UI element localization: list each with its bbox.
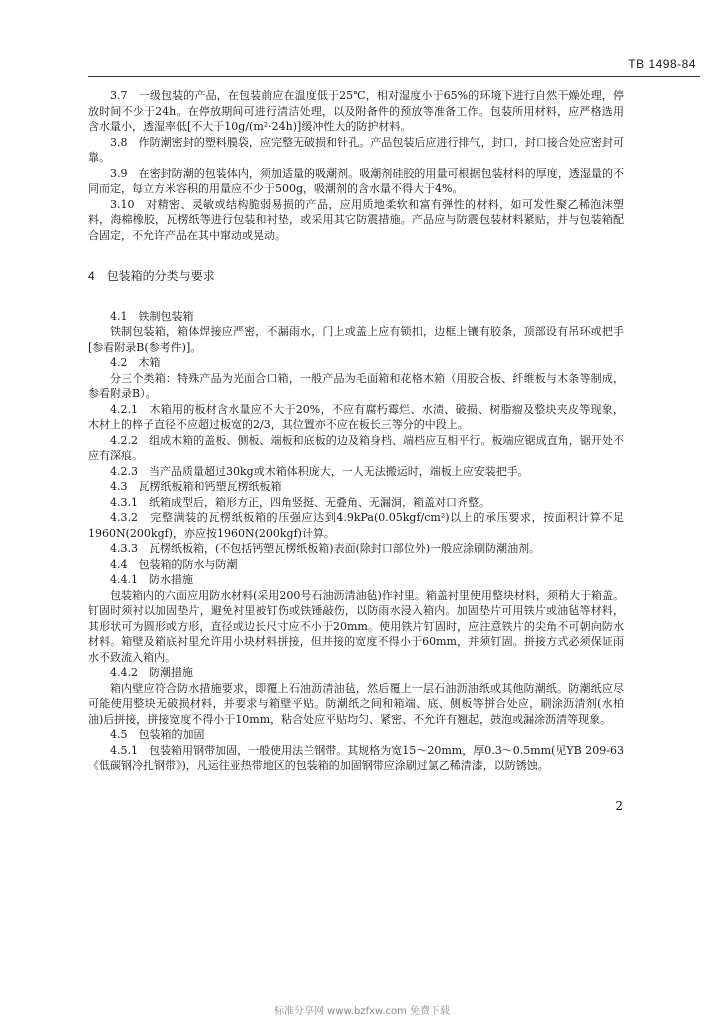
clause-4-3-3: 4.3.3 瓦楞纸板箱，(不包括钙塑瓦楞纸板箱)表面(除封口部位外)一般应涂刷防潮油剂。 bbox=[110, 542, 541, 555]
clause-4-4-1-title: 4.4.1 防水措施 bbox=[110, 573, 193, 586]
clause-3-10: 3.10 对精密、灵敏或结构脆弱易损的产品，应用质地柔软和富有弹性的材料，如可发性聚乙稀泡沫塑料，海棉橡胶，瓦楞纸等进行包装和衬垫，或采用其它防震措施。产品应与防震包装材料紧贴，并与包装箱配合固定，不允许产品在其中窜动或晃动。 bbox=[88, 197, 624, 242]
section-4-heading: 4 包装箱的分类与要求 bbox=[88, 269, 215, 283]
clause-4-4-title: 4.4 包装箱的防水与防潮 bbox=[110, 557, 238, 571]
clause-4-3-2: 4.3.2 完整满装的瓦楞纸板箱的压强应达到4.9kPa(0.05kgf/cm²)以上的承压要求，按面积计算不足1960N(200kgf)，亦应按1960N(200kgf)计算。 bbox=[88, 511, 624, 540]
clause-4-5-title: 4.5 包装箱的加固 bbox=[110, 728, 205, 741]
clause-4-5-1: 4.5.1 包装箱用钢带加固，一般使用法兰钢带。其规格为宽15～20mm，厚0.3～0.5mm(见YB 209-63《低碳钢冷扎钢带》)，凡运往亚热带地区的包装箱的加固钢带应涂刷过氯乙稀清漆，以防锈蚀。 bbox=[88, 743, 624, 772]
clause-3-9: 3.9 在密封防潮的包装体内，须加适量的吸潮剂。吸潮剂硅胶的用量可根据包装材料的厚度，透湿量的不同而定，每立方米容积的用量应不少于500g，吸潮剂的含水量不得大于4%。 bbox=[88, 166, 624, 195]
clause-4-4-2-title: 4.4.2 防潮措施 bbox=[110, 666, 193, 679]
clause-4-1-title: 4.1 铁制包装箱 bbox=[110, 309, 194, 323]
clause-4-2-title: 4.2 木箱 bbox=[110, 356, 161, 369]
clause-4-2-3: 4.2.3 当产品质量超过30kg或木箱体积庞大，一人无法搬运时，端板上应安装把手。 bbox=[110, 464, 529, 478]
clause-4-2-1: 4.2.1 木箱用的板材含水量应不大于20%，不应有腐朽霉烂、水渍、破损、树脂瘤及整块夹皮等现象，木材上的椊子直径不应超过板宽的2/3，其位置亦不应在板长三等分的中段上。 bbox=[88, 402, 624, 431]
page-number: 2 bbox=[615, 799, 623, 813]
clause-4-3-1: 4.3.1 纸箱成型后，箱形方正，四角竖挺、无叠角、无漏洞，箱盖对口齐整。 bbox=[110, 495, 490, 509]
clause-4-1-text: 铁制包装箱，箱体焊接应严密，不漏雨水，门上或盖上应有锁扣，边框上镶有胶条，顶部设有吊环或把手[参看附录B(参考件)]。 bbox=[88, 325, 624, 354]
clause-4-2-2: 4.2.2 组成木箱的盖板、侧板、端板和底板的边及箱身档、端档应互相平行。板端应锯成直角，锯开处不应有深痕。 bbox=[88, 433, 624, 462]
document-body bbox=[88, 88, 624, 774]
footer-watermark: 标准分享网 www.bzfxw.com 免费下载 bbox=[274, 1006, 450, 1017]
document-code: TB 1498-84 bbox=[628, 57, 696, 71]
header-rule bbox=[88, 76, 700, 77]
clause-4-4-2-text: 箱内壁应符合防水措施要求，即覆上石油沥清油毡，然后覆上一层石油沥油纸或其他防潮纸。防潮纸应尽可能使用整块无破损材料，并要求与箱壁平贴。防潮纸之间和箱端、底、侧板等拼合处应，刷涂沥清剂(水柏油)后拼接，拼接宽度不得小于10mm，粘合处应平贴均匀、紧密、不允许有翘起，鼓泡或漏涂沥清等现象。 bbox=[88, 681, 624, 726]
clause-4-3-title: 4.3 瓦楞纸板箱和钙塑瓦楞纸板箱 bbox=[110, 480, 282, 493]
clause-3-8: 3.8 作防潮密封的塑料膜袋，应完整无破损和针孔。产品包装后应进行排气，封口，封口接合处应密封可靠。 bbox=[88, 135, 624, 164]
clause-3-7: 3.7 一级包装的产品，在包装前应在温度低于25℃，相对湿度小于65%的环境下进行自然干燥处理，停放时间不少于24h。在停放期间可进行清洁处理，以及附备件的预放等准备工作。包装所用材料，应严格选用含水量小，透湿率低[不大于10g/(m²·24h)]缓冲性大的防护材料。 bbox=[88, 89, 624, 133]
clause-4-4-1-text: 包装箱内的六面应用防水材料(采用200号石油沥清油毡)作衬里。箱盖衬里使用整块材料，须稍大于箱盖。钉固时须衬以加固垫片，避免衬里被钉伤或铁锤敲伤，以防雨水浸入箱内。加固垫片可用铁片或油毡等材料，其形状可为圆形或方形，直径或边长尺寸应不小于20mm。使用铁片钉固时，应注意铁片的尖角不可朝向防水材料。箱壁及箱底衬里允许用小块材料拼接，但并接的宽度不得小于60mm，并须钉固。拼接方式必须保证雨水不致流入箱内。 bbox=[88, 588, 624, 664]
clause-4-2-text: 分三个类箱：特殊产品为光面合口箱，一般产品为毛面箱和花格木箱（用胶合板、纤维板与木条等制成，参看附录B）。 bbox=[88, 371, 624, 400]
